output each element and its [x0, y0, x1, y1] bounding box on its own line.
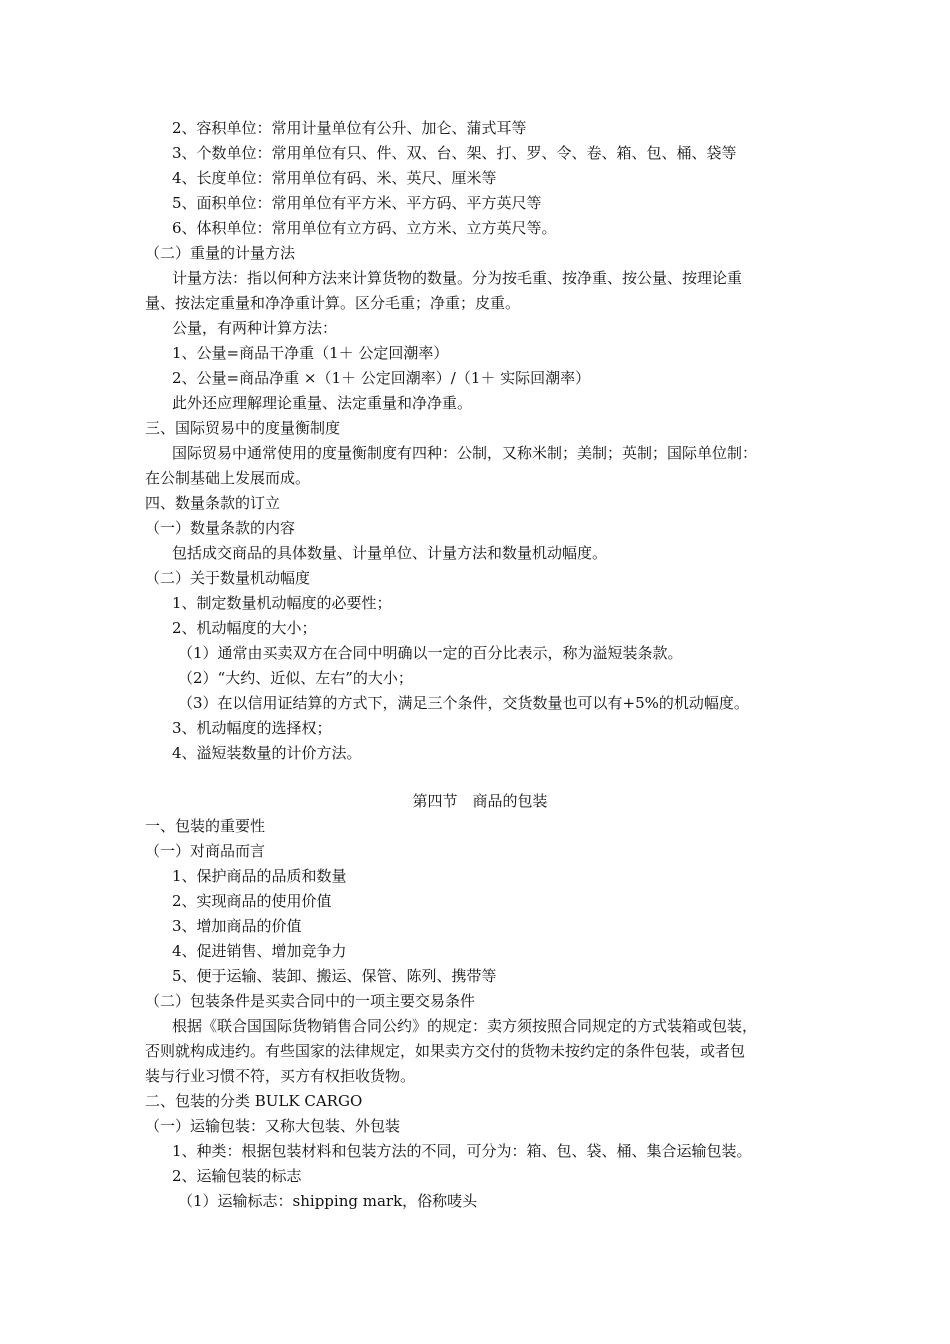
- text-line: （3）在以信用证结算的方式下，满足三个条件，交货数量也可以有+5%的机动幅度。: [178, 694, 749, 712]
- text-line: （1）通常由买卖双方在合同中明确以一定的百分比表示，称为溢短装条款。: [178, 644, 683, 662]
- subsection-heading: （一）运输包装：又称大包装、外包装: [145, 1117, 401, 1135]
- text-line: （1）运输标志：shipping mark，俗称唛头: [178, 1192, 478, 1210]
- text-line: 2、公量=商品净重 ×（1＋ 公定回潮率）/（1＋ 实际回潮率）: [172, 369, 591, 387]
- subsection-heading: （二）关于数量机动幅度: [145, 569, 311, 587]
- text-line: 公量，有两种计算方法：: [172, 319, 338, 337]
- subsection-heading: （二）包装条件是买卖合同中的一项主要交易条件: [145, 992, 476, 1010]
- section-heading: 一、包装的重要性: [145, 817, 266, 835]
- text-line: 2、实现商品的使用价值: [172, 892, 332, 910]
- section-title: 第四节 商品的包装: [412, 792, 548, 810]
- subsection-heading: （一）数量条款的内容: [145, 519, 296, 537]
- section-heading: 三、国际贸易中的度量衡制度: [145, 419, 341, 437]
- text-line: 否则就构成违约。有些国家的法律规定，如果卖方交付的货物未按约定的条件包装，或者包: [145, 1042, 746, 1060]
- text-line: 装与行业习惯不符，买方有权拒收货物。: [145, 1067, 416, 1085]
- text-line: 2、容积单位：常用计量单位有公升、加仑、蒲式耳等: [172, 119, 527, 137]
- text-line: 2、机动幅度的大小；: [172, 619, 317, 637]
- text-line: 1、公量=商品干净重（1＋ 公定回潮率）: [172, 344, 449, 362]
- text-line: 4、长度单位：常用单位有码、米、英尺、厘米等: [172, 169, 497, 187]
- text-line: 4、溢短装数量的计价方法。: [172, 744, 362, 762]
- text-line: 国际贸易中通常使用的度量衡制度有四种：公制，又称米制；美制；英制；国际单位制：: [172, 444, 758, 462]
- subsection-heading: （一）对商品而言: [145, 842, 266, 860]
- text-line: 根据《联合国国际货物销售合同公约》的规定：卖方须按照合同规定的方式装箱或包装，: [172, 1017, 758, 1035]
- text-line: 5、便于运输、装卸、搬运、保管、陈列、携带等: [172, 967, 497, 985]
- text-line: 6、体积单位：常用单位有立方码、立方米、立方英尺等。: [172, 219, 557, 237]
- subsection-heading: （二）重量的计量方法: [145, 244, 296, 262]
- text-line: 1、保护商品的品质和数量: [172, 867, 347, 885]
- text-line: 4、促进销售、增加竞争力: [172, 942, 347, 960]
- text-line: 3、个数单位：常用单位有只、件、双、台、架、打、罗、令、卷、箱、包、桶、袋等: [172, 144, 737, 162]
- text-line: 此外还应理解理论重量、法定重量和净净重。: [172, 394, 473, 412]
- text-line: （2）“大约、近似、左右”的大小；: [178, 669, 413, 687]
- text-line: 在公制基础上发展而成。: [145, 469, 311, 487]
- section-heading: 二、包装的分类 BULK CARGO: [145, 1092, 363, 1110]
- text-line: 5、面积单位：常用单位有平方米、平方码、平方英尺等: [172, 194, 542, 212]
- text-line: 2、运输包装的标志: [172, 1167, 302, 1185]
- text-line: 3、增加商品的价值: [172, 917, 302, 935]
- text-line: 计量方法：指以何种方法来计算货物的数量。分为按毛重、按净重、按公量、按理论重: [172, 269, 743, 287]
- text-line: 包括成交商品的具体数量、计量单位、计量方法和数量机动幅度。: [172, 544, 608, 562]
- text-line: 1、种类：根据包装材料和包装方法的不同，可分为：箱、包、袋、桶、集合运输包装。: [172, 1142, 752, 1160]
- section-heading: 四、数量条款的订立: [145, 494, 281, 512]
- text-line: 1、制定数量机动幅度的必要性；: [172, 594, 392, 612]
- text-line: 量、按法定重量和净净重计算。区分毛重；净重；皮重。: [145, 294, 521, 312]
- text-line: 3、机动幅度的选择权；: [172, 719, 332, 737]
